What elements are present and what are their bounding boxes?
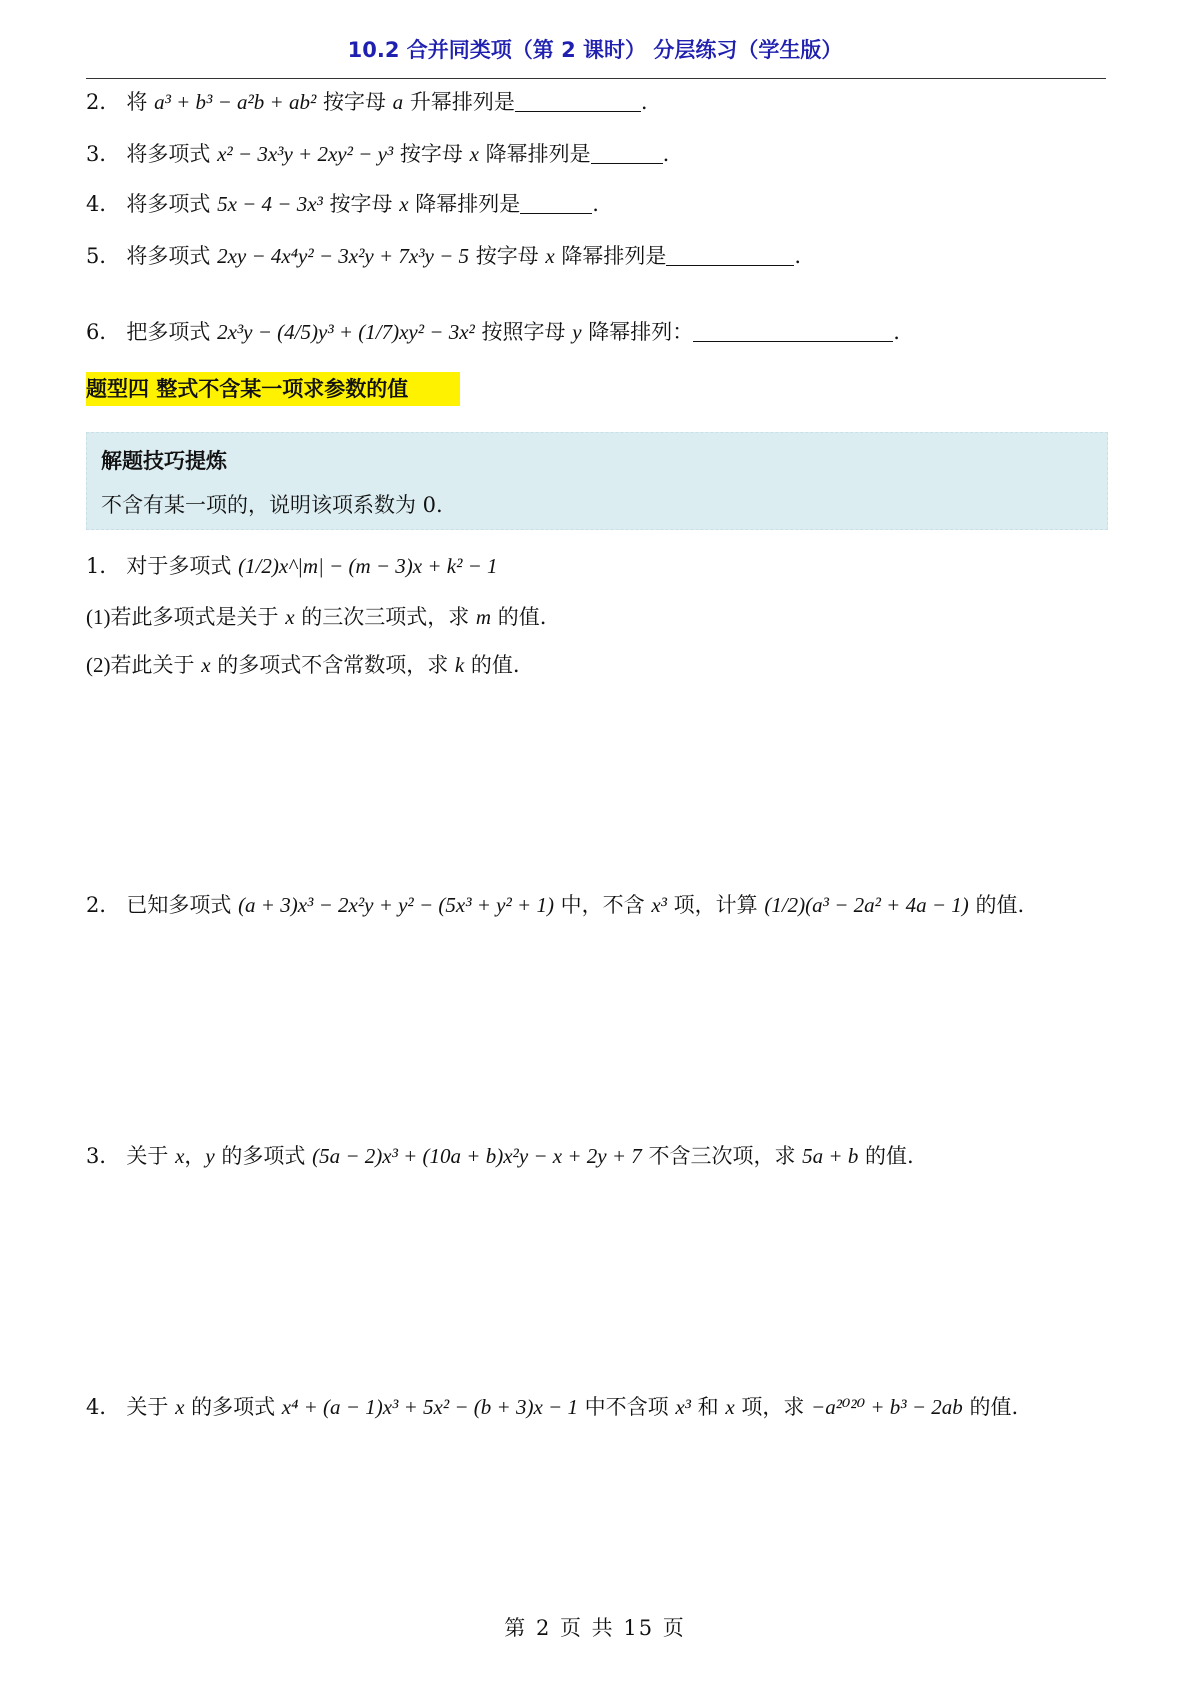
page-header-title: 10.2 合并同类项（第 2 课时） 分层练习（学生版）	[347, 38, 843, 62]
solving-tip-box	[86, 432, 1108, 530]
math-expression: 2x³y − (4/5)y³ + (1/7)xy² − 3x²	[217, 320, 475, 344]
math-expression: x² − 3x³y + 2xy² − y³	[217, 142, 394, 166]
question-number: 5．	[86, 244, 121, 268]
answer-blank[interactable]	[666, 243, 794, 266]
question-number: 4．	[86, 1395, 121, 1419]
fill-question-6: 6． 把多项式 2x³y − (4/5)y³ + (1/7)xy² − 3x² 按照字母 y 降幂排列： .	[86, 320, 900, 344]
header-divider	[86, 78, 1106, 79]
math-expression: (1/2)(a³ − 2a² + 4a − 1)	[764, 893, 969, 917]
math-expression: 5x − 4 − 3x³	[217, 192, 323, 216]
fill-question-5: 5． 将多项式 2xy − 4x⁴y² − 3x²y + 7x³y − 5 按字母 x 降幂排列是 .	[86, 244, 802, 268]
question-number: 2．	[86, 893, 121, 917]
question-number: 4．	[86, 192, 121, 216]
math-expression: a³ + b³ − a²b + ab²	[154, 90, 317, 114]
answer-blank[interactable]	[693, 319, 893, 342]
question-number: 1．	[86, 554, 121, 578]
page-footer: 第 2 页 共 15 页	[504, 1616, 686, 1640]
math-expression: x⁴ + (a − 1)x³ + 5x² − (b + 3)x − 1	[281, 1395, 578, 1419]
answer-blank[interactable]	[591, 141, 663, 164]
problem-2: 2． 已知多项式 (a + 3)x³ − 2x²y + y² − (5x³ + y² + 1) 中，不含 x³ 项，计算 (1/2)(a³ − 2a² + 4a − 1) 的值.	[86, 893, 1025, 917]
problem-1: 1． 对于多项式 (1/2)x^|m| − (m − 3)x + k² − 1	[86, 554, 498, 578]
problem-3: 3． 关于 x，y 的多项式 (5a − 2)x³ + (10a + b)x²y − x + 2y + 7 不含三次项，求 5a + b 的值.	[86, 1144, 914, 1168]
fill-question-4: 4． 将多项式 5x − 4 − 3x³ 按字母 x 降幂排列是 .	[86, 192, 599, 216]
tip-title: 解题技巧提炼	[101, 449, 227, 473]
question-number: 3．	[86, 142, 121, 166]
question-number: 2．	[86, 90, 121, 114]
question-number: 6．	[86, 320, 121, 344]
math-expression: 2xy − 4x⁴y² − 3x²y + 7x³y − 5	[217, 244, 470, 268]
problem-1-part-2: (2)若此关于 x 的多项式不含常数项，求 k 的值.	[86, 653, 520, 677]
math-expression: −a²⁰²⁰ + b³ − 2ab	[811, 1395, 963, 1419]
tip-text: 不含有某一项的，说明该项系数为 0.	[101, 493, 443, 517]
math-expression: (1/2)x^|m| − (m − 3)x + k² − 1	[238, 554, 498, 578]
fill-question-2: 2． 将 a³ + b³ − a²b + ab² 按字母 a 升幂排列是 .	[86, 90, 648, 114]
section-title-type-4: 题型四 整式不含某一项求参数的值	[86, 372, 460, 406]
fill-question-3: 3． 将多项式 x² − 3x³y + 2xy² − y³ 按字母 x 降幂排列是 .	[86, 142, 670, 166]
answer-blank[interactable]	[520, 191, 592, 214]
problem-1-part-1: (1)若此多项式是关于 x 的三次三项式，求 m 的值.	[86, 605, 547, 629]
math-expression: (5a − 2)x³ + (10a + b)x²y − x + 2y + 7	[312, 1144, 642, 1168]
problem-4: 4． 关于 x 的多项式 x⁴ + (a − 1)x³ + 5x² − (b + 3)x − 1 中不含项 x³ 和 x 项，求 −a²⁰²⁰ + b³ − 2ab 的值.	[86, 1395, 1019, 1419]
question-number: 3．	[86, 1144, 121, 1168]
answer-blank[interactable]	[515, 89, 641, 112]
math-expression: (a + 3)x³ − 2x²y + y² − (5x³ + y² + 1)	[238, 893, 554, 917]
